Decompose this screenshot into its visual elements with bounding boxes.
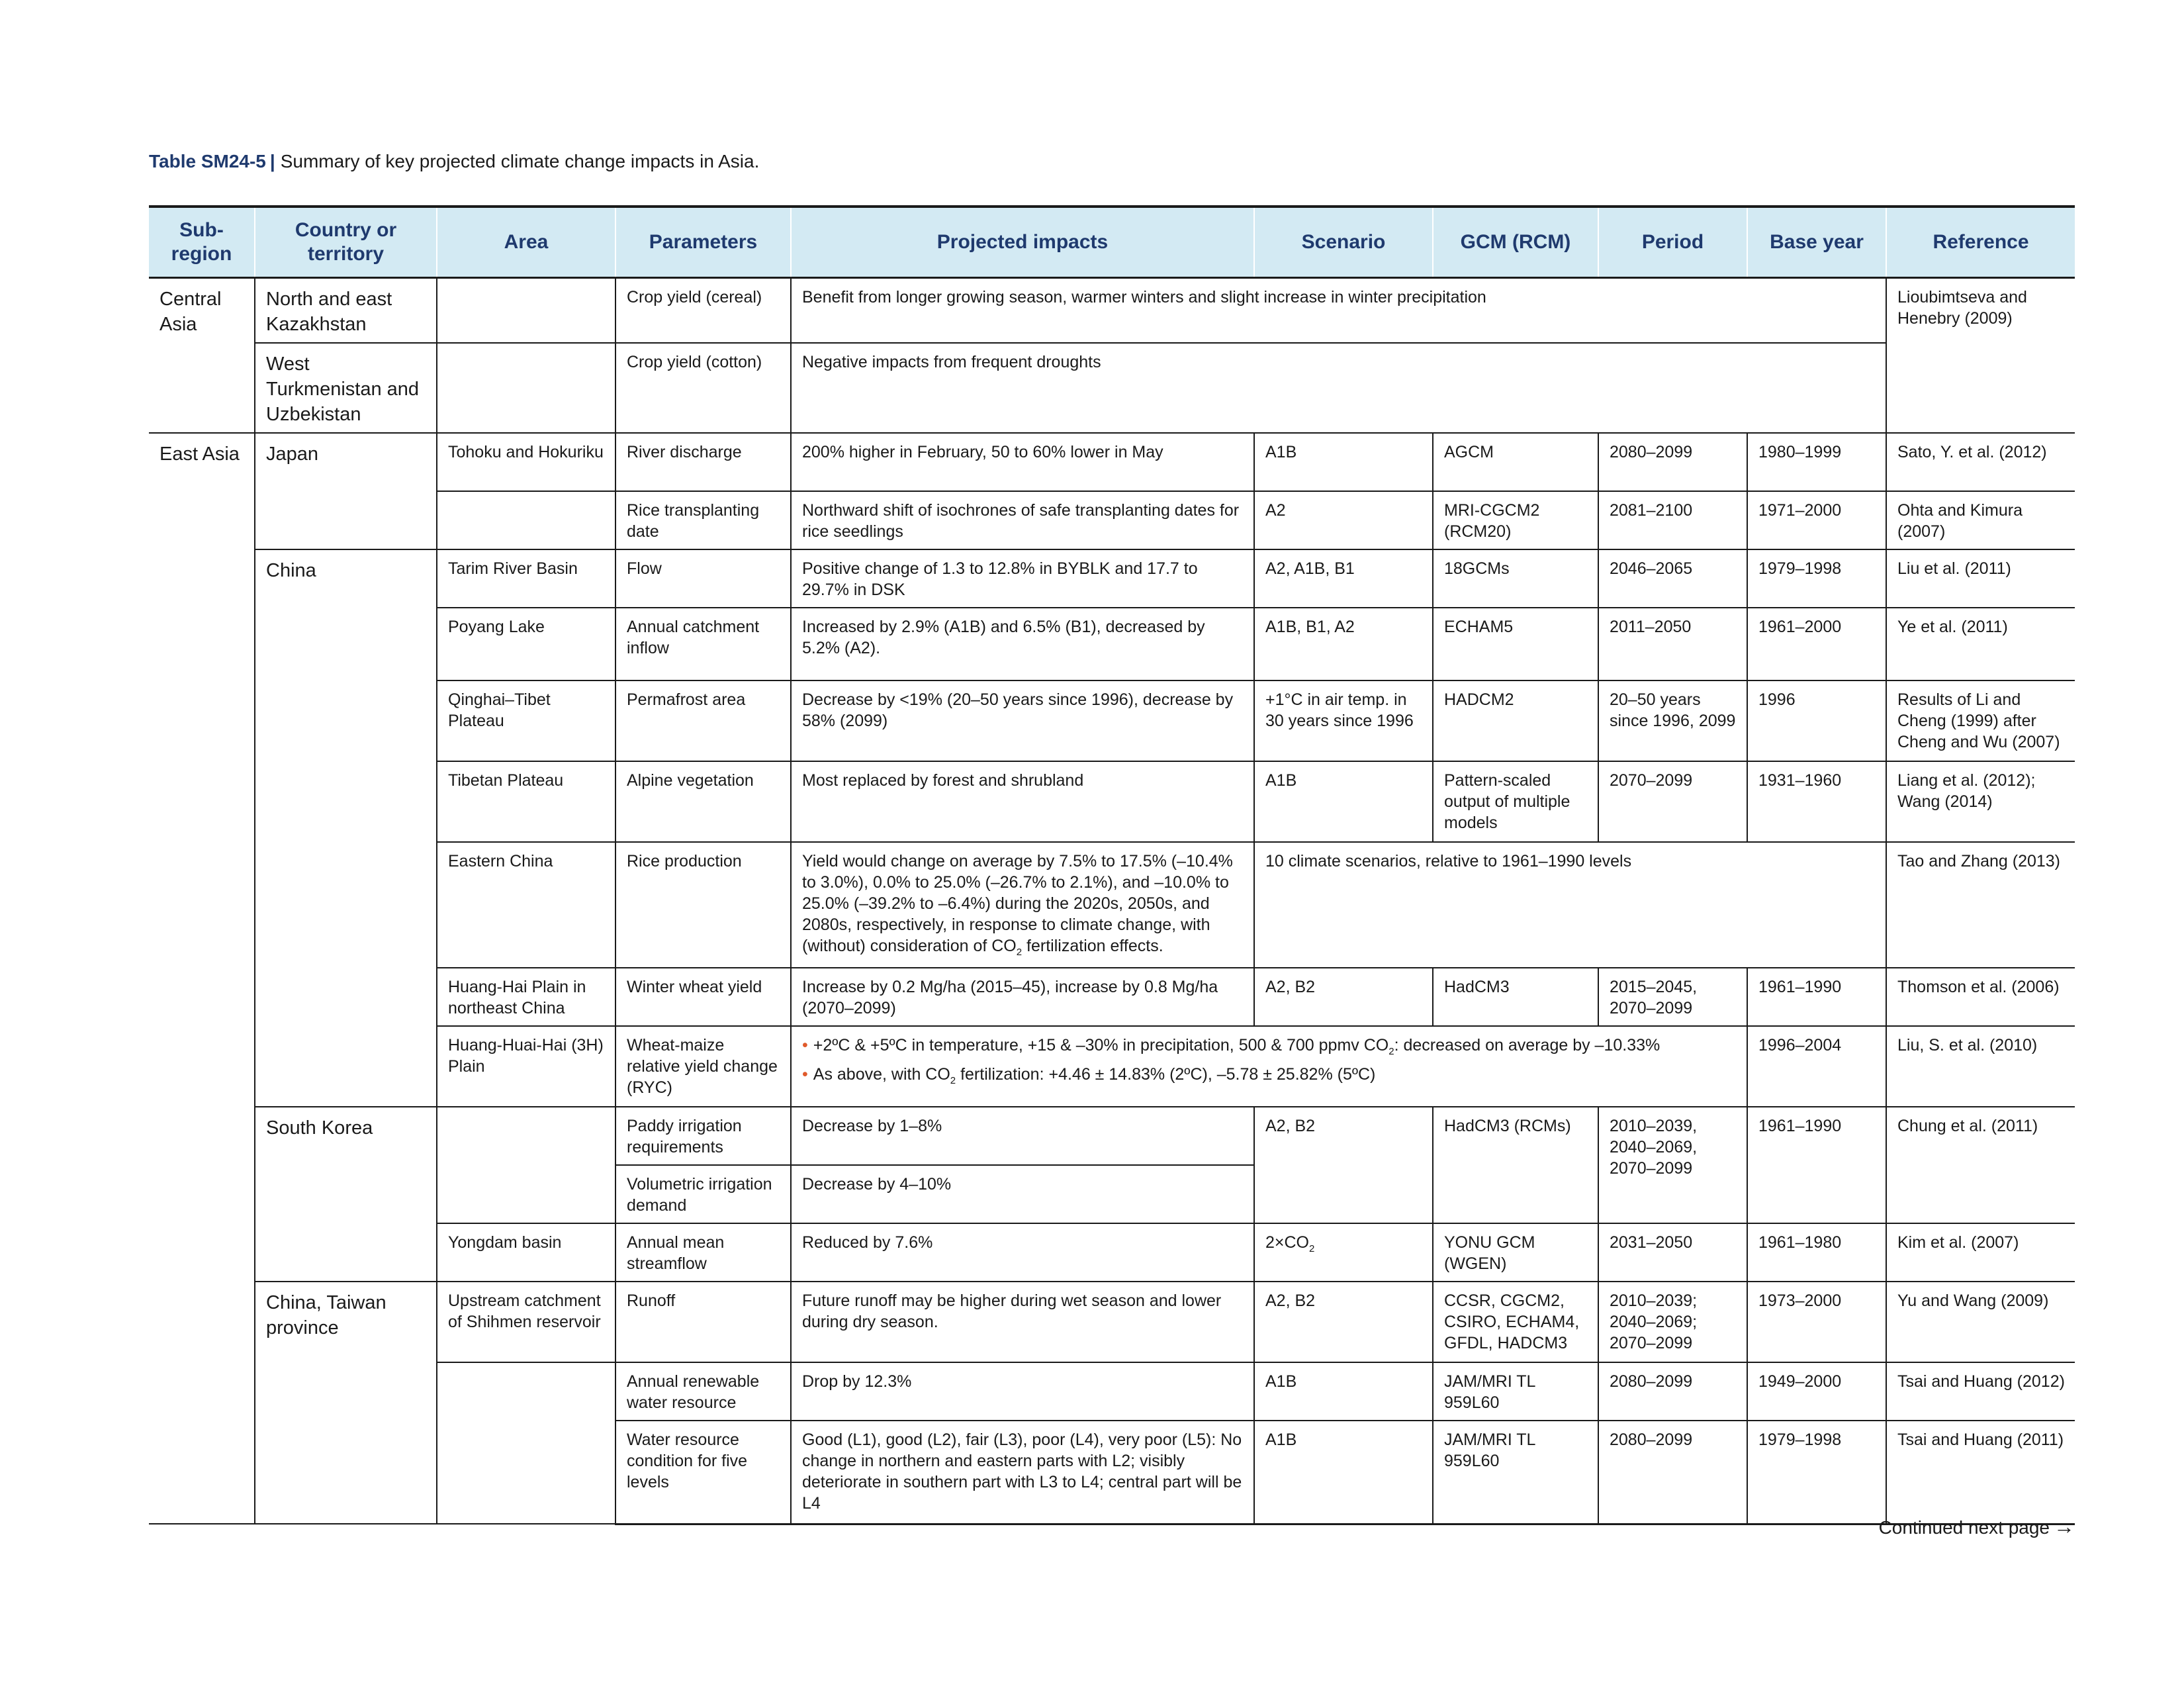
table-header bbox=[149, 207, 2075, 278]
caption-separator: | bbox=[269, 151, 275, 171]
cell-reference: Tsai and Huang (2012) bbox=[1886, 1362, 2075, 1421]
col-header-area: Area bbox=[437, 207, 615, 278]
continued-label: Continued next page bbox=[1878, 1517, 2050, 1538]
cell-gcm: 18GCMs bbox=[1433, 549, 1598, 608]
caption-text: Summary of key projected climate change impacts in Asia. bbox=[280, 151, 760, 171]
cell-impact: Northward shift of isochrones of safe transplanting dates for rice seedlings bbox=[791, 491, 1254, 549]
cell-scenario: A1B bbox=[1254, 1362, 1433, 1421]
cell-parameter: Volumetric irrigation demand bbox=[615, 1165, 791, 1223]
table-row bbox=[149, 608, 2075, 680]
table-row bbox=[149, 761, 2075, 842]
cell-reference: Ohta and Kimura (2007) bbox=[1886, 491, 2075, 549]
cell-area bbox=[437, 1107, 615, 1223]
cell-base-year: 1979–1998 bbox=[1747, 549, 1886, 608]
cell-period: 2046–2065 bbox=[1598, 549, 1747, 608]
cell-area bbox=[437, 1362, 615, 1524]
cell-period: 2080–2099 bbox=[1598, 1362, 1747, 1421]
cell-area: Yongdam basin bbox=[437, 1223, 615, 1282]
cell-impact: Drop by 12.3% bbox=[791, 1362, 1254, 1421]
col-header-parameters: Parameters bbox=[615, 207, 791, 278]
cell-reference: Yu and Wang (2009) bbox=[1886, 1282, 2075, 1362]
cell-base-year: 1973–2000 bbox=[1747, 1282, 1886, 1362]
cell-parameter: Runoff bbox=[615, 1282, 791, 1362]
col-header-impacts: Projected impacts bbox=[791, 207, 1254, 278]
co2-subscript: 2 bbox=[1388, 1046, 1394, 1057]
cell-period: 20–50 years since 1996, 2099 bbox=[1598, 680, 1747, 761]
cell-parameter: Flow bbox=[615, 549, 791, 608]
cell-period: 2081–2100 bbox=[1598, 491, 1747, 549]
cell-impact: Positive change of 1.3 to 12.8% in BYBLK and 17.7 to 29.7% in DSK bbox=[791, 549, 1254, 608]
cell-impact: Decrease by 1–8% bbox=[791, 1107, 1254, 1165]
col-header-country: Country or territory bbox=[255, 207, 437, 278]
cell-parameter: River discharge bbox=[615, 433, 791, 491]
cell-reference: Thomson et al. (2006) bbox=[1886, 968, 2075, 1026]
table-row bbox=[149, 1107, 2075, 1165]
cell-country: North and east Kazakhstan bbox=[255, 278, 437, 344]
cell-country: China, Taiwan province bbox=[255, 1282, 437, 1524]
cell-parameter: Water resource condition for five levels bbox=[615, 1421, 791, 1524]
cell-impact: Reduced by 7.6% bbox=[791, 1223, 1254, 1282]
cell-scenario bbox=[1254, 1223, 1433, 1282]
cell-scenario: A1B bbox=[1254, 761, 1433, 842]
cell-area: Tohoku and Hokuriku bbox=[437, 433, 615, 491]
cell-scenario: A2, B2 bbox=[1254, 1282, 1433, 1362]
cell-country: West Turkmenistan and Uzbekistan bbox=[255, 343, 437, 433]
cell-area: Upstream catchment of Shihmen reservoir bbox=[437, 1282, 615, 1362]
table-label: Table SM24-5 bbox=[149, 151, 266, 171]
cell-gcm: MRI-CGCM2 (RCM20) bbox=[1433, 491, 1598, 549]
cell-reference: Sato, Y. et al. (2012) bbox=[1886, 433, 2075, 491]
cell-gcm: HADCM2 bbox=[1433, 680, 1598, 761]
cell-impact: 200% higher in February, 50 to 60% lower in May bbox=[791, 433, 1254, 491]
bullet-item bbox=[802, 1035, 1737, 1056]
cell-parameter: Crop yield (cereal) bbox=[615, 278, 791, 344]
table-row bbox=[149, 680, 2075, 761]
cell-area: Tibetan Plateau bbox=[437, 761, 615, 842]
cell-period: 2080–2099 bbox=[1598, 1421, 1747, 1524]
col-header-subregion: Sub-region bbox=[149, 207, 255, 278]
table-row bbox=[149, 278, 2075, 344]
continued-next-page bbox=[1879, 1515, 2075, 1539]
cell-parameter: Rice production bbox=[615, 842, 791, 968]
cell-base-year: 1961–2000 bbox=[1747, 608, 1886, 680]
cell-period: 2080–2099 bbox=[1598, 433, 1747, 491]
cell-impact bbox=[791, 842, 1254, 968]
bullet-text-end: fertilization: +4.46 ± 14.83% (2ºC), –5.78 ± 25.82% (5ºC) bbox=[956, 1065, 1376, 1084]
cell-period: 2070–2099 bbox=[1598, 761, 1747, 842]
cell-gcm: Pattern-scaled output of multiple models bbox=[1433, 761, 1598, 842]
bullet-text: +2ºC & +5ºC in temperature, +15 & –30% in precipitation, 500 & 700 ppmv CO bbox=[813, 1036, 1389, 1055]
arrow-right-icon: → bbox=[2054, 1515, 2075, 1538]
cell-base-year: 1971–2000 bbox=[1747, 491, 1886, 549]
bullet-icon: • bbox=[802, 1036, 808, 1055]
cell-gcm: HadCM3 bbox=[1433, 968, 1598, 1026]
cell-scenario: A1B, B1, A2 bbox=[1254, 608, 1433, 680]
cell-impact bbox=[791, 1026, 1747, 1107]
col-header-gcm: GCM (RCM) bbox=[1433, 207, 1598, 278]
table-row bbox=[149, 1362, 2075, 1421]
cell-country: South Korea bbox=[255, 1107, 437, 1282]
co2-subscript: 2 bbox=[950, 1075, 956, 1086]
cell-subregion: East Asia bbox=[149, 433, 255, 1524]
cell-country: China bbox=[255, 549, 437, 1107]
cell-gcm: HadCM3 (RCMs) bbox=[1433, 1107, 1598, 1223]
table-row bbox=[149, 549, 2075, 608]
cell-parameter: Rice transplanting date bbox=[615, 491, 791, 549]
impacts-table bbox=[149, 205, 2075, 1525]
cell-impact: Increased by 2.9% (A1B) and 6.5% (B1), decreased by 5.2% (A2). bbox=[791, 608, 1254, 680]
cell-reference: Results of Li and Cheng (1999) after Cheng and Wu (2007) bbox=[1886, 680, 2075, 761]
cell-scenario: A2, B2 bbox=[1254, 1107, 1433, 1223]
table-row bbox=[149, 842, 2075, 968]
col-header-base-year: Base year bbox=[1747, 207, 1886, 278]
cell-gcm: ECHAM5 bbox=[1433, 608, 1598, 680]
cell-area: Poyang Lake bbox=[437, 608, 615, 680]
cell-area: Huang-Hai Plain in northeast China bbox=[437, 968, 615, 1026]
cell-scenario: +1°C in air temp. in 30 years since 1996 bbox=[1254, 680, 1433, 761]
cell-base-year: 1980–1999 bbox=[1747, 433, 1886, 491]
impact-text: Yield would change on average by 7.5% to 17.5% (–10.4% to 3.0%), 0.0% to 25.0% (–26.7% to 2.1%), and –10.0% to 25.0% (–39.2% to –6.4%) during the 2020s, 2050s, and 2080s, respectively, in response to climate change, with (without) consideration of CO bbox=[802, 852, 1233, 955]
cell-impact: Good (L1), good (L2), fair (L3), poor (L4), very poor (L5): No change in northern and eastern parts with L2; visibly deteriorate in southern part with L3 to L4; central part will be L4 bbox=[791, 1421, 1254, 1524]
cell-parameter: Permafrost area bbox=[615, 680, 791, 761]
cell-reference: Chung et al. (2011) bbox=[1886, 1107, 2075, 1223]
cell-period: 2011–2050 bbox=[1598, 608, 1747, 680]
col-header-reference: Reference bbox=[1886, 207, 2075, 278]
cell-country: Japan bbox=[255, 433, 437, 549]
cell-reference: Liu et al. (2011) bbox=[1886, 549, 2075, 608]
scenario-text: 2×CO bbox=[1265, 1233, 1310, 1252]
cell-reference: Tsai and Huang (2011) bbox=[1886, 1421, 2075, 1524]
cell-area bbox=[437, 278, 615, 344]
cell-base-year: 1996–2004 bbox=[1747, 1026, 1886, 1107]
table-row bbox=[149, 433, 2075, 491]
cell-impact: Benefit from longer growing season, warmer winters and slight increase in winter precipitation bbox=[791, 278, 1886, 344]
cell-parameter: Annual renewable water resource bbox=[615, 1362, 791, 1421]
cell-scenario: 10 climate scenarios, relative to 1961–1990 levels bbox=[1254, 842, 1886, 968]
cell-impact: Most replaced by forest and shrubland bbox=[791, 761, 1254, 842]
cell-parameter: Alpine vegetation bbox=[615, 761, 791, 842]
cell-impact: Decrease by 4–10% bbox=[791, 1165, 1254, 1223]
table-row bbox=[149, 343, 2075, 433]
co2-subscript: 2 bbox=[1309, 1243, 1315, 1254]
cell-gcm: AGCM bbox=[1433, 433, 1598, 491]
table-row bbox=[149, 491, 2075, 549]
cell-parameter: Annual mean streamflow bbox=[615, 1223, 791, 1282]
cell-area: Eastern China bbox=[437, 842, 615, 968]
table-row bbox=[149, 968, 2075, 1026]
cell-parameter: Crop yield (cotton) bbox=[615, 343, 791, 433]
cell-area: Huang-Huai-Hai (3H) Plain bbox=[437, 1026, 615, 1107]
bullet-text-end: : decreased on average by –10.33% bbox=[1394, 1036, 1661, 1055]
co2-subscript: 2 bbox=[1016, 947, 1023, 958]
cell-base-year: 1961–1990 bbox=[1747, 968, 1886, 1026]
cell-reference: Lioubimtseva and Henebry (2009) bbox=[1886, 278, 2075, 434]
cell-base-year: 1979–1998 bbox=[1747, 1421, 1886, 1524]
cell-parameter: Wheat-maize relative yield change (RYC) bbox=[615, 1026, 791, 1107]
bullet-text: As above, with CO bbox=[813, 1065, 950, 1084]
cell-subregion: Central Asia bbox=[149, 278, 255, 434]
cell-reference: Tao and Zhang (2013) bbox=[1886, 842, 2075, 968]
cell-base-year: 1961–1990 bbox=[1747, 1107, 1886, 1223]
cell-period: 2015–2045, 2070–2099 bbox=[1598, 968, 1747, 1026]
cell-scenario: A1B bbox=[1254, 433, 1433, 491]
cell-parameter: Winter wheat yield bbox=[615, 968, 791, 1026]
bullet-item bbox=[802, 1064, 1737, 1085]
cell-area: Tarim River Basin bbox=[437, 549, 615, 608]
impact-text-end: fertilization effects. bbox=[1022, 937, 1163, 955]
cell-reference: Liang et al. (2012); Wang (2014) bbox=[1886, 761, 2075, 842]
cell-period: 2010–2039, 2040–2069, 2070–2099 bbox=[1598, 1107, 1747, 1223]
cell-scenario: A2 bbox=[1254, 491, 1433, 549]
cell-gcm: CCSR, CGCM2, CSIRO, ECHAM4, GFDL, HADCM3 bbox=[1433, 1282, 1598, 1362]
cell-base-year: 1931–1960 bbox=[1747, 761, 1886, 842]
cell-gcm: JAM/MRI TL 959L60 bbox=[1433, 1362, 1598, 1421]
cell-reference: Kim et al. (2007) bbox=[1886, 1223, 2075, 1282]
cell-area: Qinghai–Tibet Plateau bbox=[437, 680, 615, 761]
cell-area bbox=[437, 343, 615, 433]
cell-period: 2031–2050 bbox=[1598, 1223, 1747, 1282]
bullet-icon: • bbox=[802, 1065, 808, 1084]
cell-period: 2010–2039; 2040–2069; 2070–2099 bbox=[1598, 1282, 1747, 1362]
table-row bbox=[149, 1026, 2075, 1107]
table-row bbox=[149, 1282, 2075, 1362]
col-header-scenario: Scenario bbox=[1254, 207, 1433, 278]
cell-scenario: A2, A1B, B1 bbox=[1254, 549, 1433, 608]
cell-impact: Increase by 0.2 Mg/ha (2015–45), increase by 0.8 Mg/ha (2070–2099) bbox=[791, 968, 1254, 1026]
cell-impact: Future runoff may be higher during wet season and lower during dry season. bbox=[791, 1282, 1254, 1362]
cell-gcm: YONU GCM (WGEN) bbox=[1433, 1223, 1598, 1282]
cell-area bbox=[437, 491, 615, 549]
table-row bbox=[149, 1223, 2075, 1282]
cell-parameter: Annual catchment inflow bbox=[615, 608, 791, 680]
cell-impact: Negative impacts from frequent droughts bbox=[791, 343, 1886, 433]
cell-scenario: A1B bbox=[1254, 1421, 1433, 1524]
cell-parameter: Paddy irrigation requirements bbox=[615, 1107, 791, 1165]
cell-base-year: 1996 bbox=[1747, 680, 1886, 761]
cell-scenario: A2, B2 bbox=[1254, 968, 1433, 1026]
cell-base-year: 1949–2000 bbox=[1747, 1362, 1886, 1421]
cell-base-year: 1961–1980 bbox=[1747, 1223, 1886, 1282]
cell-reference: Liu, S. et al. (2010) bbox=[1886, 1026, 2075, 1107]
cell-impact: Decrease by <19% (20–50 years since 1996), decrease by 58% (2099) bbox=[791, 680, 1254, 761]
table-caption bbox=[149, 151, 759, 172]
cell-reference: Ye et al. (2011) bbox=[1886, 608, 2075, 680]
col-header-period: Period bbox=[1598, 207, 1747, 278]
cell-gcm: JAM/MRI TL 959L60 bbox=[1433, 1421, 1598, 1524]
